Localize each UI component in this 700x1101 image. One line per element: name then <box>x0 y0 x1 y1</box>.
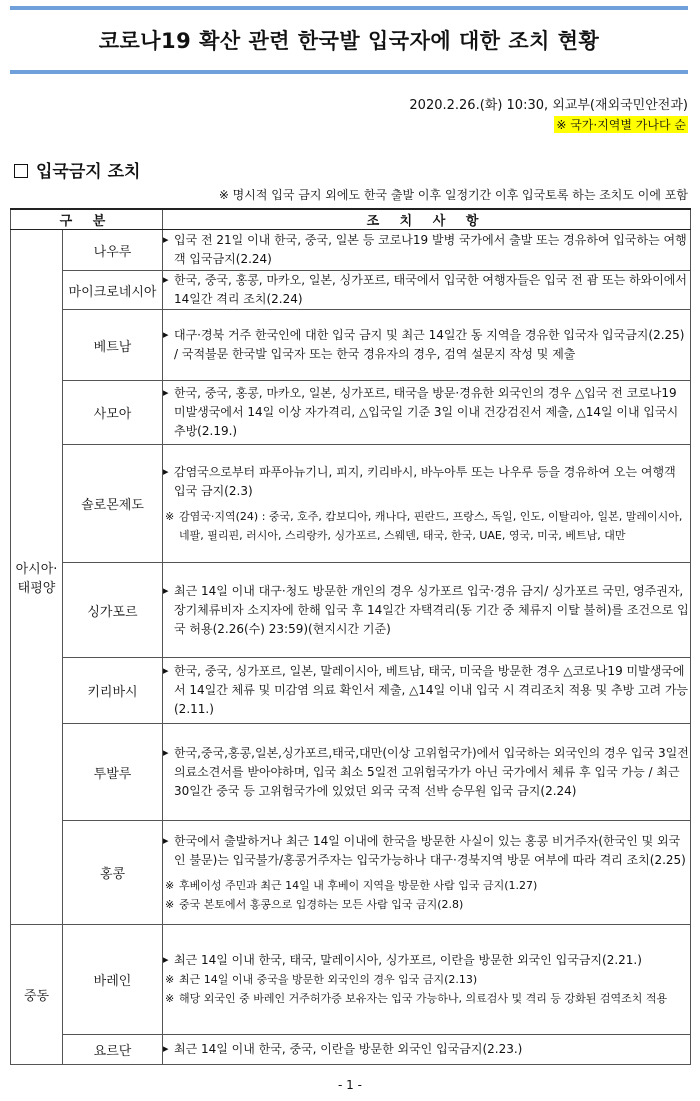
measure-note-text: 감염국·지역(24) : 중국, 호주, 캄보디아, 캐나다, 핀란드, 프랑스, 독일, 인도, 이탈리아, 일본, 말레이시아, 네팔, 필리핀, 러시아, 스리랑카, 싱가포르, 스웨덴, 태국, 한국, UAE, 영국, 미국, 베트남, 대만 <box>179 510 683 542</box>
measure-cell <box>163 230 691 271</box>
measure-cell <box>163 563 691 658</box>
country-name: 키리바시 <box>63 658 163 724</box>
order-note: ※ 국가·지역별 가나다 순 <box>556 118 686 132</box>
section-note: ※ 명시적 입국 금지 외에도 한국 출발 이후 일정기간 이후 입국토록 하는 조치도 이에 포함 <box>218 188 688 202</box>
country-name: 싱가포르 <box>63 563 163 658</box>
table-row <box>11 563 691 658</box>
header-measures: 조 치 사 항 <box>163 209 691 230</box>
measure-cell <box>163 271 691 310</box>
measure-cell <box>163 1035 691 1065</box>
page-number: - 1 - <box>338 1078 362 1092</box>
table-row <box>11 821 691 925</box>
note-marker: ※ <box>165 510 175 524</box>
measure-note <box>163 508 690 544</box>
country-name: 사모아 <box>63 381 163 445</box>
region-name-line: 태평양 <box>17 581 56 597</box>
measure-note <box>163 896 690 914</box>
table-row <box>11 925 691 1035</box>
spacer <box>163 870 690 876</box>
note-marker: ※ <box>165 992 175 1006</box>
measure-item: ▸ 한국, 중국, 싱가포르, 일본, 말레이시아, 베트남, 태국, 미국을 방문한 경우 △코로나19 미발생국에서 14일간 체류 및 미감염 의료 확인서 제출, △14일 이내 입국 시 격리조치 적용 및 추방 고려 가능(2.11.) <box>163 662 690 720</box>
table-row <box>11 271 691 310</box>
measure-cell <box>163 925 691 1035</box>
table-header-row <box>11 209 691 230</box>
country-name: 바레인 <box>63 925 163 1035</box>
measure-cell <box>163 724 691 821</box>
measure-item: ▸ 한국, 중국, 홍콩, 마카오, 일본, 싱가포르, 태국을 방문·경유한 외국인의 경우 △입국 전 코로나19 미발생국에서 14일 이상 자가격리, △입국일 기준 3일 이내 건강검진서 제출, △14일 이내 입국시 추방(2.19.) <box>163 384 690 442</box>
measures-table <box>10 208 691 1065</box>
measure-item: ▸ 최근 14일 이내 대구·청도 방문한 개인의 경우 싱가포르 입국·경유 금지/ 싱가포르 국민, 영주권자, 장기체류비자 소지자에 한해 입국 후 14일간 자택격리(동 기간 중 체류지 이탈 불허)를 조건으로 입국 허용(2.26(수) 23:59)(현지시간 기준) <box>163 582 690 640</box>
measure-note-text: 최근 14일 이내 중국을 방문한 외국인의 경우 입국 금지(2.13) <box>179 973 478 987</box>
section-heading-text: 입국금지 조치 <box>36 162 141 182</box>
header-category: 구 분 <box>11 209 163 230</box>
section-heading <box>14 157 140 182</box>
issue-date: 2020.2.26.(화) 10:30, 외교부(재외국민안전과) <box>409 98 688 113</box>
table-row <box>11 381 691 445</box>
measure-item: ▸ 대구·경북 거주 한국인에 대한 입국 금지 및 최근 14일간 동 지역을 경유한 입국자 입국금지(2.25) / 국적불문 한국발 입국자 또는 한국 경유자의 경우, 검역 설문지 작성 및 제출 <box>163 326 690 364</box>
note-marker: ※ <box>165 898 175 912</box>
table-row <box>11 310 691 381</box>
measure-cell <box>163 658 691 724</box>
spacer <box>163 501 690 507</box>
measure-note <box>163 971 690 989</box>
country-name: 요르단 <box>63 1035 163 1065</box>
measure-note <box>163 877 690 895</box>
measure-note-text: 중국 본토에서 홍콩으로 입경하는 모든 사람 입국 금지(2.8) <box>179 898 464 912</box>
country-name: 베트남 <box>63 310 163 381</box>
region-name-line: 아시아· <box>15 562 58 578</box>
table-body <box>11 230 691 1065</box>
region-cell <box>11 925 63 1065</box>
region-name-line: 중동 <box>23 989 50 1005</box>
measure-note <box>163 990 690 1008</box>
measure-item: ▸ 입국 전 21일 이내 한국, 중국, 일본 등 코로나19 발병 국가에서 출발 또는 경유하여 입국하는 여행객 입국금지(2.24) <box>163 231 690 269</box>
measure-item: ▸ 한국,중국,홍콩,일본,싱가포르,태국,대만(이상 고위험국가)에서 입국하는 외국인의 경우 입국 3일전 의료소견서를 받아야하며, 입국 최소 5일전 고위험국가가 아닌 국가에서 체류 후 입국 가능 / 최근 30일간 중국 등 고위험국가에 있었던 외국 국적 선박 승무원 입국 금지(2.24) <box>163 744 690 802</box>
country-name: 투발루 <box>63 724 163 821</box>
measure-note-text: 해당 외국인 중 바레인 거주허가증 보유자는 입국 가능하나, 의료검사 및 격리 등 강화된 검역조치 적용 <box>179 992 668 1006</box>
checkbox-square-icon <box>14 164 28 178</box>
table-row <box>11 445 691 563</box>
measure-item: ▸ 한국, 중국, 홍콩, 마카오, 일본, 싱가포르, 태국에서 입국한 여행자들은 입국 전 괌 또는 하와이에서 14일간 격리 조치(2.24) <box>163 271 690 309</box>
table-row <box>11 658 691 724</box>
measure-note-text: 후베이성 주민과 최근 14일 내 후베이 지역을 방문한 사람 입국 금지(1.27) <box>179 878 538 892</box>
measure-cell <box>163 445 691 563</box>
measure-cell <box>163 310 691 381</box>
measure-cell <box>163 821 691 925</box>
country-name: 나우루 <box>63 230 163 271</box>
country-name: 마이크로네시아 <box>63 271 163 310</box>
note-marker: ※ <box>165 973 175 987</box>
table-row <box>11 1035 691 1065</box>
measure-item: ▸ 최근 14일 이내 한국, 태국, 말레이시아, 싱가포르, 이란을 방문한 외국인 입국금지(2.21.) <box>163 951 690 970</box>
country-name: 솔로몬제도 <box>63 445 163 563</box>
note-marker: ※ <box>165 878 175 892</box>
measure-item: ▸ 한국에서 출발하거나 최근 14일 이내에 한국을 방문한 사실이 있는 홍콩 비거주자(한국인 및 외국인 불문)는 입국불가/홍콩거주자는 입국가능하나 대구·경북지역 방문 여부에 따라 격리 조치(2.25) <box>163 832 690 870</box>
measure-item: ▸ 최근 14일 이내 한국, 중국, 이란을 방문한 외국인 입국금지(2.23.) <box>163 1040 690 1059</box>
region-cell <box>11 230 63 925</box>
measure-item: ▸ 감염국으로부터 파푸아뉴기니, 피지, 키리바시, 바누아투 또는 나우루 등을 경유하여 오는 여행객 입국 금지(2.3) <box>163 463 690 501</box>
table-row <box>11 724 691 821</box>
country-name: 홍콩 <box>63 821 163 925</box>
document-title: 코로나19 확산 관련 한국발 입국자에 대한 조치 현황 <box>10 6 688 74</box>
table-row <box>11 230 691 271</box>
measure-cell <box>163 381 691 445</box>
